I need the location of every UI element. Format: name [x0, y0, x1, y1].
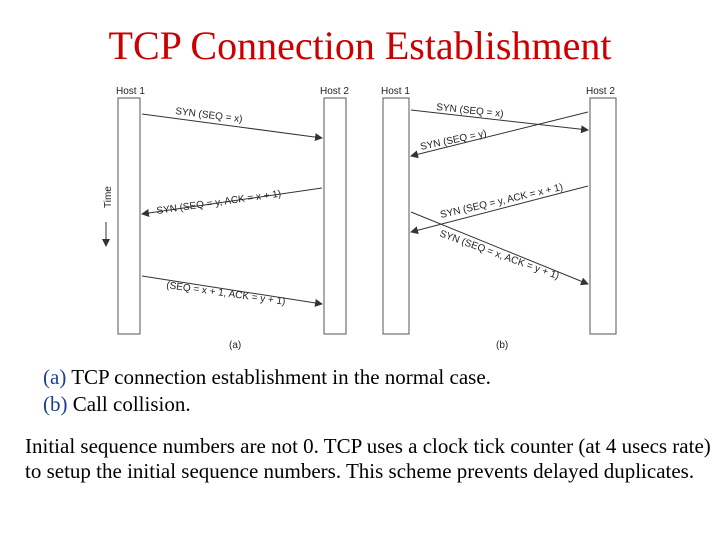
caption-line-b — [43, 391, 491, 418]
caption-line-a — [43, 364, 491, 391]
panel-a-host2-bar — [324, 98, 346, 334]
panel-a-message-2: SYN (SEQ = y, ACK = x + 1) — [155, 188, 282, 217]
panel-b-arrow-4 — [411, 212, 588, 284]
panel-b-host2-bar — [590, 98, 616, 334]
panel-a-host1-label: Host 1 — [116, 86, 145, 97]
panel-a-label: (a) — [229, 340, 242, 351]
panel-a-message-3: (SEQ = x + 1, ACK = y + 1) — [165, 280, 287, 308]
panel-b-host1-label: Host 1 — [381, 86, 410, 97]
caption-tag-b: (b) — [43, 392, 68, 416]
figure-caption — [43, 364, 491, 418]
time-axis-label: Time — [103, 186, 114, 208]
panel-a-message-1: SYN (SEQ = x) — [174, 106, 243, 126]
panel-b-label: (b) — [496, 340, 509, 351]
panel-b-host2-label: Host 2 — [586, 86, 615, 97]
isn-note: Initial sequence numbers are not 0. TCP uses a clock tick counter (at 4 usecs rate) to setup the initial sequence numbers. This scheme prevents delayed duplicates. — [25, 434, 711, 483]
panel-b-host1-bar — [383, 98, 409, 334]
caption-text-b: Call collision. — [72, 392, 191, 416]
panel-b-message-2: SYN (SEQ = y) — [419, 128, 488, 153]
slide-title: TCP Connection Establishment — [108, 23, 612, 68]
caption-text-a: TCP connection establishment in the normal case. — [71, 365, 491, 389]
panel-b — [381, 86, 616, 351]
caption-tag-a: (a) — [43, 365, 67, 389]
panel-b-message-3: SYN (SEQ = y, ACK = x + 1) — [439, 181, 565, 221]
panel-b-message-4: SYN (SEQ = x, ACK = y + 1) — [437, 228, 561, 283]
panel-b-message-1: SYN (SEQ = x) — [435, 102, 504, 121]
panel-a-host1-bar — [118, 98, 140, 334]
panel-a-host2-label: Host 2 — [320, 86, 349, 97]
panel-a — [103, 86, 349, 351]
